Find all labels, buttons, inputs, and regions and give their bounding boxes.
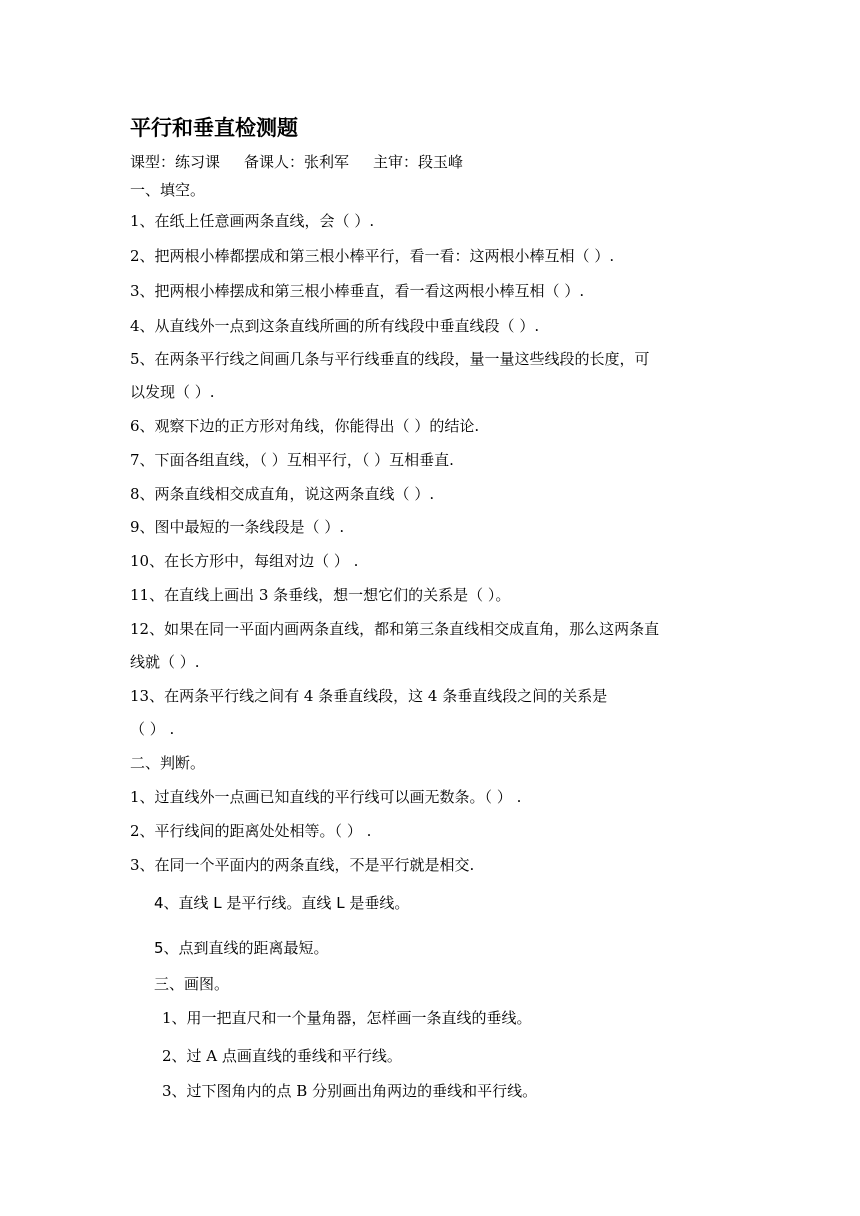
judge-question-1: 1、过直线外一点画已知直线的平行线可以画无数条。（ ） . [130, 788, 522, 806]
fill-question-7: 7、下面各组直线，（ ）互相平行，（ ）互相垂直. [130, 451, 454, 469]
fill-question-1: 1、在纸上任意画两条直线，会（ ）. [130, 212, 375, 230]
section-draw-heading: 三、画图。 [154, 975, 230, 993]
fill-question-11: 11、在直线上画出 3 条垂线，想一想它们的关系是（ ）。 [130, 586, 511, 604]
fill-question-3: 3、把两根小棒摆成和第三根小棒垂直，看一看这两根小棒互相（ ）. [130, 282, 585, 300]
judge-question-3: 3、在同一个平面内的两条直线，不是平行就是相交. [130, 856, 475, 874]
judge-question-2: 2、平行线间的距离处处相等。（ ） . [130, 822, 372, 840]
judge-question-5: 5、点到直线的距离最短。 [154, 939, 329, 957]
lesson-author: 备课人：张利军 [244, 153, 350, 171]
fill-question-6: 6、观察下边的正方形对角线，你能得出（ ）的结论. [130, 417, 480, 435]
fill-question-9: 9、图中最短的一条线段是（ ）. [130, 518, 345, 536]
fill-question-12-line1: 12、如果在同一平面内画两条直线，都和第三条直线相交成直角，那么这两条直 [130, 620, 660, 638]
lesson-type: 课型：练习课 [130, 153, 221, 171]
fill-question-10: 10、在长方形中，每组对边（ ） . [130, 552, 359, 570]
fill-question-13-line2: （ ） . [130, 720, 175, 738]
fill-question-5-line1: 5、在两条平行线之间画几条与平行线垂直的线段，量一量这些线段的长度，可 [130, 350, 650, 368]
judge-question-4: 4、直线 L 是平行线。直线 L 是垂线。 [154, 894, 410, 912]
fill-question-13-line1: 13、在两条平行线之间有 4 条垂直线段，这 4 条垂直线段之间的关系是 [130, 687, 608, 705]
fill-question-4: 4、从直线外一点到这条直线所画的所有线段中垂直线段（ ）. [130, 317, 540, 335]
section-judge-heading: 二、判断。 [130, 754, 206, 772]
fill-question-12-line2: 线就（ ）. [130, 653, 200, 671]
section-fill-in-heading: 一、填空。 [130, 181, 206, 199]
draw-question-3: 3、过下图角内的点 B 分别画出角两边的垂线和平行线。 [162, 1082, 538, 1100]
meta-line [130, 152, 463, 172]
lesson-reviewer: 主审：段玉峰 [373, 153, 464, 171]
draw-question-2: 2、过 A 点画直线的垂线和平行线。 [162, 1047, 402, 1065]
draw-question-1: 1、用一把直尺和一个量角器，怎样画一条直线的垂线。 [162, 1009, 532, 1027]
fill-question-2: 2、把两根小棒都摆成和第三根小棒平行，看一看：这两根小棒互相（ ）. [130, 247, 615, 265]
fill-question-8: 8、两条直线相交成直角，说这两条直线（ ）. [130, 485, 435, 503]
fill-question-5-line2: 以发现（ ）. [130, 383, 215, 401]
page-title: 平行和垂直检测题 [130, 116, 298, 140]
